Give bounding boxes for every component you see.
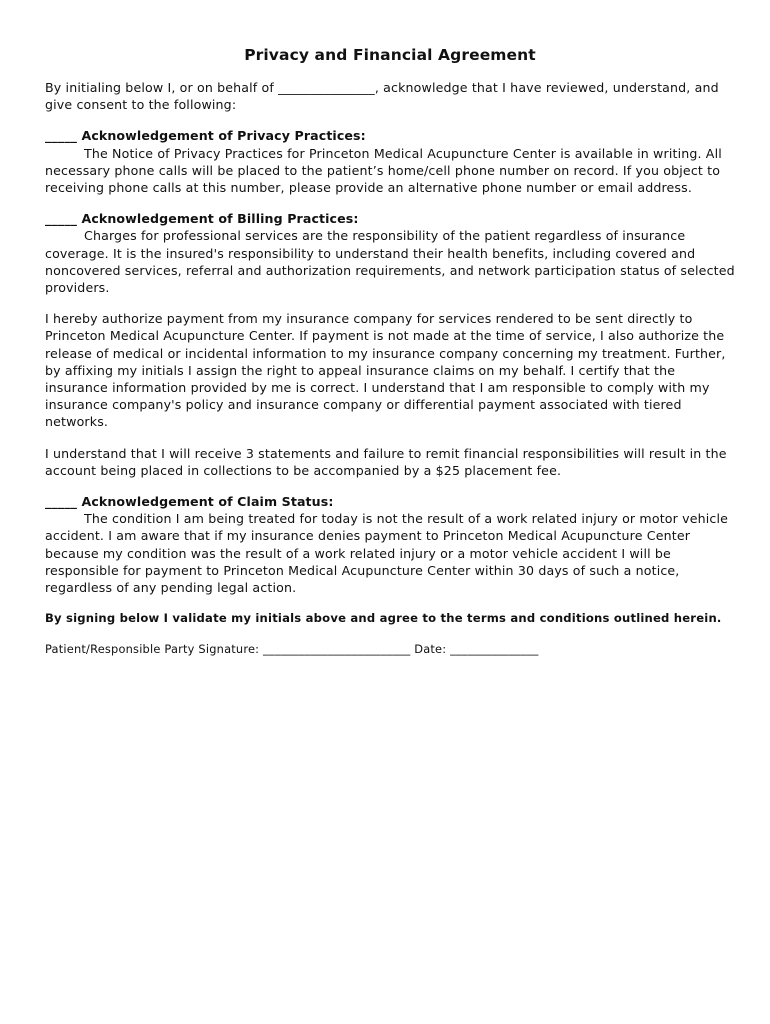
validation-statement: By signing below I validate my initials above and agree to the terms and conditions outlined herein. bbox=[45, 611, 722, 626]
intro-paragraph: By initialing below I, or on behalf of _______________, acknowledge that I have reviewed, understand, and give consent to the following: bbox=[45, 80, 719, 113]
privacy-body: The Notice of Privacy Practices for Princeton Medical Acupuncture Center is available in writing. All necessary phone calls will be placed to the patient’s home/cell phone number on record. If you object to receiving phone calls at this number, please provide an alternative phone number or email address. bbox=[45, 145, 722, 196]
billing-section bbox=[45, 210, 735, 296]
claim-section bbox=[45, 493, 735, 596]
billing-heading: _____ Acknowledgement of Billing Practices: bbox=[45, 211, 359, 227]
document-title: Privacy and Financial Agreement bbox=[244, 46, 536, 64]
privacy-section bbox=[45, 127, 735, 196]
privacy-heading: _____ Acknowledgement of Privacy Practices: bbox=[45, 128, 366, 144]
claim-heading: _____ Acknowledgement of Claim Status: bbox=[45, 494, 334, 510]
authorize-paragraph: I hereby authorize payment from my insurance company for services rendered to be sent directly to Princeton Medical Acupuncture Center. If payment is not made at the time of service, I also authorize the release of medical or incidental information to my insurance company concerning my treatment. Further, by affixing my initials I assign the right to appeal insurance claims on my behalf. I certify that the insurance information provided by me is correct. I understand that I am responsible to comply with my insurance company's policy and insurance company or differential payment associated with tiered networks. bbox=[45, 311, 726, 430]
document-page bbox=[45, 46, 735, 657]
signature-line: Patient/Responsible Party Signature: _________________________ Date: _______________ bbox=[45, 641, 539, 656]
claim-body: The condition I am being treated for today is not the result of a work related injury or motor vehicle accident. I am aware that if my insurance denies payment to Princeton Medical Acupuncture Center because my condition was the result of a work related injury or a motor vehicle accident I will be responsible for payment to Princeton Medical Acupuncture Center within 30 days of such a notice, regardless of any pending legal action. bbox=[45, 511, 729, 596]
statements-paragraph: I understand that I will receive 3 statements and failure to remit financial responsibilities will result in the account being placed in collections to be accompanied by a $25 placement fee. bbox=[45, 445, 727, 478]
billing-body: Charges for professional services are the responsibility of the patient regardless of insurance coverage. It is the insured's responsibility to understand their health benefits, including covered and noncovered services, referral and authorization requirements, and network participation status of selected providers. bbox=[45, 228, 735, 296]
